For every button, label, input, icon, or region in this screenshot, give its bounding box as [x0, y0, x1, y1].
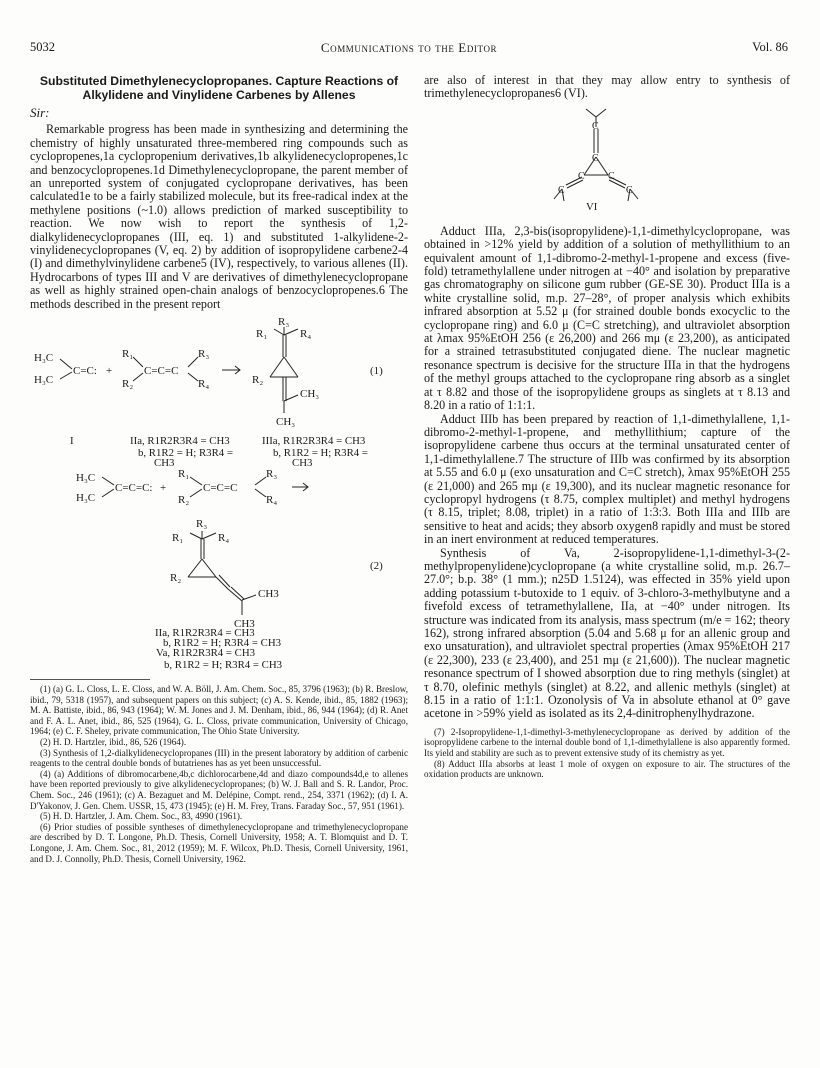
label-IIb: b, R1R2 = H; R3R4 = — [138, 447, 233, 460]
allene-R2: R₂ — [122, 378, 134, 391]
product-ch3-right: CH₃ — [300, 388, 320, 401]
footnote-6: (6) Prior studies of possible syntheses of dimethylenecyclopropane and trimethylenecyclopropane are described by D. T. Longone, Ph.D. Thesis, Cornell University, 1958; A. T. Blomquist and D. T. Longone, J. Am. Chem. Soc., 81, 2012 (1959); M. F. Wilcox, Ph.D. Thesis, Cornell University, 1961, and D. J. Connolly, Ph.D. Thesis, Cornell University, 1962. — [30, 821, 408, 864]
reaction-scheme-2 — [30, 469, 408, 655]
label-Va: Va, R1R2R3R4 = CH3 — [156, 647, 256, 660]
product-R2: R₂ — [252, 374, 264, 387]
paragraph-continuation: are also of interest in that they may allow entry to synthesis of trimethylenecyclopropanes6 (VI). — [424, 73, 790, 101]
allene-R4: R₄ — [198, 378, 210, 391]
productV-ch3-right: CH3 — [258, 588, 279, 601]
page-header — [30, 40, 788, 58]
journal-section: Communications to the Editor — [320, 40, 498, 55]
productV-R2: R₂ — [170, 572, 182, 585]
plus-sign-2: + — [160, 482, 167, 495]
label-IIIb-ch3: CH3 — [292, 457, 313, 470]
allene-R3: R₃ — [198, 348, 210, 361]
reagent-IV-h3c-top: H₃C — [76, 472, 96, 485]
reagent-IV-core: C=C=C: — [115, 482, 153, 495]
footnote-8: (8) Adduct IIIa absorbs at least 1 mole of oxygen on exposure to air. The structures of the oxidation products are unknown. — [424, 758, 790, 780]
structure-VI-label: VI — [586, 200, 598, 213]
page-number: 5032 — [30, 40, 55, 54]
reagent-I-ch3-top: H₃C — [34, 352, 54, 365]
paragraph-IIIa: Adduct IIIa, 2,3-bis(isopropylidene)-1,1-dimethylcyclopropane, was obtained in >12% yield by addition of a solution of methyllithium to an equivalent amount of 1,1-dibromo-2-methyl-1-propene and excess (five-fold) tetramethylallene under nitrogen at −40° and isolation by preparative gas chromatography on silicone gum rubber (GE-SE 30). Product IIIa is a white crystalline solid, m.p. 27–28°, of proper analysis which exhibits infrared absorption at 5.52 μ (for strained double bonds exocyclic to the cyclopropane ring) and 6.0 μ (C=C stretching), and ultraviolet absorption at λmax 95%EtOH 256 (ε 26,200) and 266 mμ (ε 23,200), as anticipated for a strained tetrasubstituted conjugated diene. The nuclear magnetic resonance spectrum is decisive for the structure IIIa in that the hydrogens of the methyl groups attached to the cyclopropane ring absorb as a singlet at τ 8.82 and those of the isopropylidene groups as singlets at τ 8.13 and 8.20 in a ratio of 1:1:1. — [424, 223, 790, 413]
volume-label: Vol. 86 — [752, 40, 788, 54]
equation-number-1: (1) — [370, 365, 383, 378]
allene-R1: R₁ — [122, 348, 134, 361]
scheme2-allene-R1: R₁ — [178, 469, 190, 481]
label-I: I — [70, 435, 74, 448]
structure-VI-figure — [424, 105, 790, 211]
reagent-IV-h3c-bottom: H₃C — [76, 492, 96, 505]
label2-IIb: b, R1R2 = H; R3R4 = CH3 — [163, 637, 282, 650]
structure-VI — [424, 105, 790, 211]
footnote-4: (4) (a) Additions of dibromocarbene,4b,c dichlorocarbene,4d and diazo compounds4d,e to allenes have been reported previously to give alkylidenecyclopropanes; (b) W. J. Ball and S. R. Landor, Proc. Chem. Soc., 246 (1961); (c) A. Bezaguet and M. Delépine, Compt. rend., 254, 3371 (1962); (d) I. A. D'Yakonov, J. Gen. Chem. USSR, 15, 473 (1945); (e) H. M. Frey, Trans. Faraday Soc., 57, 951 (1961). — [30, 768, 408, 811]
paragraph-intro: Remarkable progress has been made in synthesizing and determining the chemistry of highly unsaturated three-membered ring compounds such as cyclopropenes,1a cyclopropenium derivatives,1b alkylidenecyclopropenes,1c and benzocyclopropenes.1d Dimethylenecyclopropane, the parent member of an unreported system of conjugated cyclopropane derivatives, has been calculated1e to be a fairly stabilized molecule, but its free-radical index at the methylene positions (~1.0) allows prediction of marked susceptibility to reaction. We now wish to report the synthesis of 1,2-dialkylidenecyclopropanes (III, eq. 1) and substituted 1-alkylidene-2-vinylidenecyclopropanes (V, eq. 2) by addition of isopropylidene carbene2-4 (I) and dimethylvinylidene carbene5 (IV), respectively, to various allenes (II). Hydrocarbons of types III and V are derivatives of dimethylenecyclopropane as well as highly strained open-chain analogs of benzocyclopropenes.6 The methods described in the present report — [30, 122, 408, 311]
paragraph-Va: Synthesis of Va, 2-isopropylidene-1,1-dimethyl-3-(2-methylpropenylidene)cyclopropane (a white crystalline solid, m.p. 26.7–27.0°; b.p. 38° (1 mm.); n25D 1.5124), was effected in 35% yield upon adding potassium t-butoxide to 1 equiv. of 3-chloro-3-methylbutyne and a fivefold excess of tetramethylallene, IIa, at −40° under nitrogen. Its structure was indicated from its analysis, mass spectrum (m/e = 162; theory 162), strong infrared absorption (5.04 and 5.68 μ for an allenic group and exo unsaturation), and ultraviolet spectral properties (λmax 95%EtOH 217 (ε 22,300), 233 (ε 23,400), and 251 mμ (ε 21,600)). The nuclear magnetic resonance spectrum of I showed absorption due to ring methyls (singlet) at τ 8.70, olefinic methyls (singlet) at 8.22, and allenic methyls (singlet) at 8.15 in a ratio of 1:1:1. Ozonolysis of Va in absolute ethanol at 0° gave acetone in >59% yield as isolated as its 2,4-dinitrophenylhydrazone. — [424, 545, 790, 721]
scheme2-allene-R3: R₃ — [266, 469, 278, 481]
product-R3: R₃ — [278, 317, 290, 329]
label2-IIa: IIa, R1R2R3R4 = CH3 — [155, 627, 255, 640]
footnote-divider — [30, 679, 150, 680]
VI-atom-left: C — [578, 170, 585, 182]
label-IIb-ch3: CH3 — [154, 457, 175, 470]
label-IIIb: b, R1R2 = H; R3R4 = — [273, 447, 368, 460]
productV-ch3-bottom: CH3 — [234, 618, 255, 631]
label-Vb: b, R1R2 = H; R3R4 = CH3 — [164, 659, 283, 672]
footnote-3: (3) Synthesis of 1,2-dialkylidenecyclopropanes (III) in the present laboratory by addition of carbenic reagents to the central double bonds of butatrienes has as yet been unsuccessful. — [30, 747, 408, 769]
scheme2-allene-R4: R₄ — [266, 494, 278, 507]
paragraph-IIIb: Adduct IIIb has been prepared by reaction of 1,1-dimethylallene, 1,1-dibromo-2-methyl-1-propene, and methyllithium; capture of the isopropylidene carbene thus occurs at the terminal unsaturated center of 1,1-dimethylallene.7 The structure of IIIb was confirmed by its absorption at 5.55 and 6.0 μ (exo unsaturation and C=C stretch), λmax 95%EtOH 255 (ε 21,000) and 265 mμ (ε 19,300), and its nuclear magnetic resonance for cyclopropyl hydrogens (τ 8.75, complex multiplet) and methyl hydrogens (τ 8.15, triplet; 8.08, triplet) in a ratio of 1:3:3. Both IIIa and IIIb are sensitive to heat and acids; they absorb oxygen8 rapidly and must be stored in an inert environment at reduced temperatures. — [424, 411, 790, 547]
footnote-2: (2) H. D. Hartzler, ibid., 86, 526 (1964). — [40, 737, 187, 748]
VI-atom-far-right: C — [626, 184, 633, 196]
reagent-I-ch3-bottom: H₃C — [34, 374, 54, 387]
reagent-I-carbene: C=C: — [73, 365, 97, 378]
equation-number-2: (2) — [370, 560, 383, 573]
productV-R4: R₄ — [218, 532, 230, 545]
right-column — [424, 74, 790, 780]
footnote-5: (5) H. D. Hartzler, J. Am. Chem. Soc., 83, 4990 (1961). — [40, 811, 243, 822]
product-R4: R₄ — [300, 328, 312, 341]
allene-core: C=C=C — [144, 365, 179, 378]
VI-atom-ring: C — [592, 152, 599, 164]
reaction-scheme-1 — [30, 317, 408, 470]
productV-R3: R₃ — [196, 518, 208, 531]
footnote-1: (1) (a) G. L. Closs, L. E. Closs, and W. A. Böll, J. Am. Chem. Soc., 85, 3796 (1963); (b) R. Breslow, ibid., 79, 5318 (1957), and subsequent papers on this subject; (c) A. S. Kende, ibid., 85, 1882 (1963); M. A. Battiste, ibid., 86, 943 (1964); W. M. Jones and J. M. Denham, ibid., 86, 944 (1964); (d) R. Anet and F. A. L. Anet, ibid., 86, 525 (1964), G. L. Closs, private communication, University of Chicago, 1964; (e) C. F. Sheley, private communication, The Ohio State University. — [30, 684, 408, 737]
product-R1: R₁ — [256, 328, 268, 341]
product-ch3-bottom: CH₃ — [276, 416, 296, 429]
VI-atom-top: C — [592, 120, 599, 132]
plus-sign-1: + — [106, 365, 113, 378]
footnotes-left — [30, 684, 408, 864]
label-IIIa: IIIa, R1R2R3R4 = CH3 — [262, 435, 366, 448]
VI-atom-far-left: C — [558, 184, 565, 196]
article-title: Substituted Dimethylenecyclopropanes. Capture Reactions of Alkylidene and Vinylidene Carbenes by Allenes — [39, 74, 399, 102]
VI-atom-right: C — [608, 170, 615, 182]
label-IIa: IIa, R1R2R3R4 = CH3 — [130, 435, 230, 448]
salutation: Sir: — [30, 105, 50, 120]
scheme2-allene-R2: R₂ — [178, 494, 190, 507]
left-column — [30, 74, 408, 864]
productV-R1: R₁ — [172, 532, 184, 545]
footnotes-right — [424, 727, 790, 780]
footnote-7: (7) 2-Isopropylidene-1,1-dimethyl-3-methylenecyclopropane as derived by addition of the isopropylidene carbene to the internal double bond of 1,1-dimethylallene is also apparently formed. Its yield and stability are such as to prevent extensive study of its chemistry as yet. — [424, 726, 790, 759]
scheme2-allene-core: C=C=C — [203, 482, 238, 495]
